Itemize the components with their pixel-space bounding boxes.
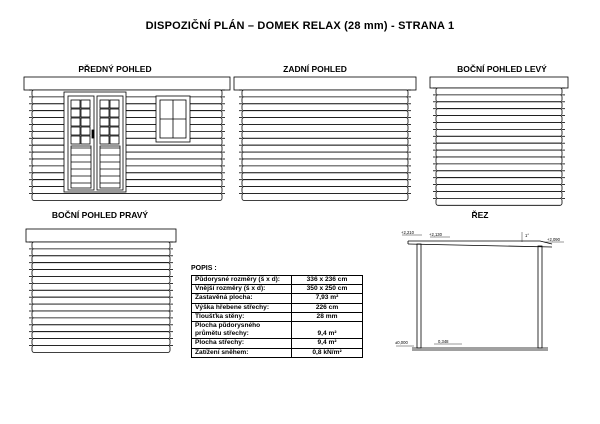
dim-angle: 1°	[525, 233, 530, 238]
table-row: Zastavěná plocha: 7,93 m²	[192, 294, 363, 303]
table-row: Půdorysné rozměry (š x d): 336 x 236 cm	[192, 276, 363, 285]
label-section-view: ŘEZ	[471, 210, 489, 220]
front-view-drawing	[22, 74, 232, 200]
label-front-view: PŘEDNÝ POHLED	[78, 64, 152, 74]
specs-table	[191, 275, 363, 358]
section-drawing	[392, 222, 572, 358]
label-left-view: BOČNÍ POHLED LEVÝ	[457, 64, 547, 74]
table-row: Zatížení sněhem: 0,8 kN/m²	[192, 348, 363, 357]
dim-width: 0,348	[438, 339, 449, 344]
dim-h2: +2,130	[429, 232, 442, 237]
page-title: DISPOZIČNÍ PLÁN – DOMEK RELAX (28 mm) - STRANA 1	[145, 20, 455, 32]
left-view-drawing	[426, 74, 572, 200]
dim-h3: +2,090	[547, 237, 560, 242]
dim-h1: +2,210	[401, 230, 414, 235]
back-wall	[234, 77, 416, 200]
right-wall	[26, 229, 176, 352]
table-row: Výška hřebene střechy: 226 cm	[192, 303, 363, 312]
table-row: Tloušťka stěny: 28 mm	[192, 312, 363, 321]
left-wall	[430, 77, 568, 205]
table-row: Plocha střechy: 9,4 m²	[192, 339, 363, 348]
table-row: Vnější rozměry (š x d): 350 x 250 cm	[192, 285, 363, 294]
label-right-view: BOČNÍ POHLED PRAVÝ	[51, 210, 149, 220]
double-door	[64, 92, 126, 192]
label-back-view: ZADNÍ POHLED	[283, 64, 347, 74]
right-view-drawing	[22, 226, 180, 354]
back-view-drawing	[230, 74, 420, 200]
popis-heading: POPIS :	[191, 265, 217, 272]
dim-h0: ±0,000	[395, 340, 408, 345]
front-wall	[24, 77, 230, 200]
window	[156, 96, 190, 142]
table-row: Plocha půdorysného průmětu střechy: 9,4 m²	[192, 322, 363, 339]
